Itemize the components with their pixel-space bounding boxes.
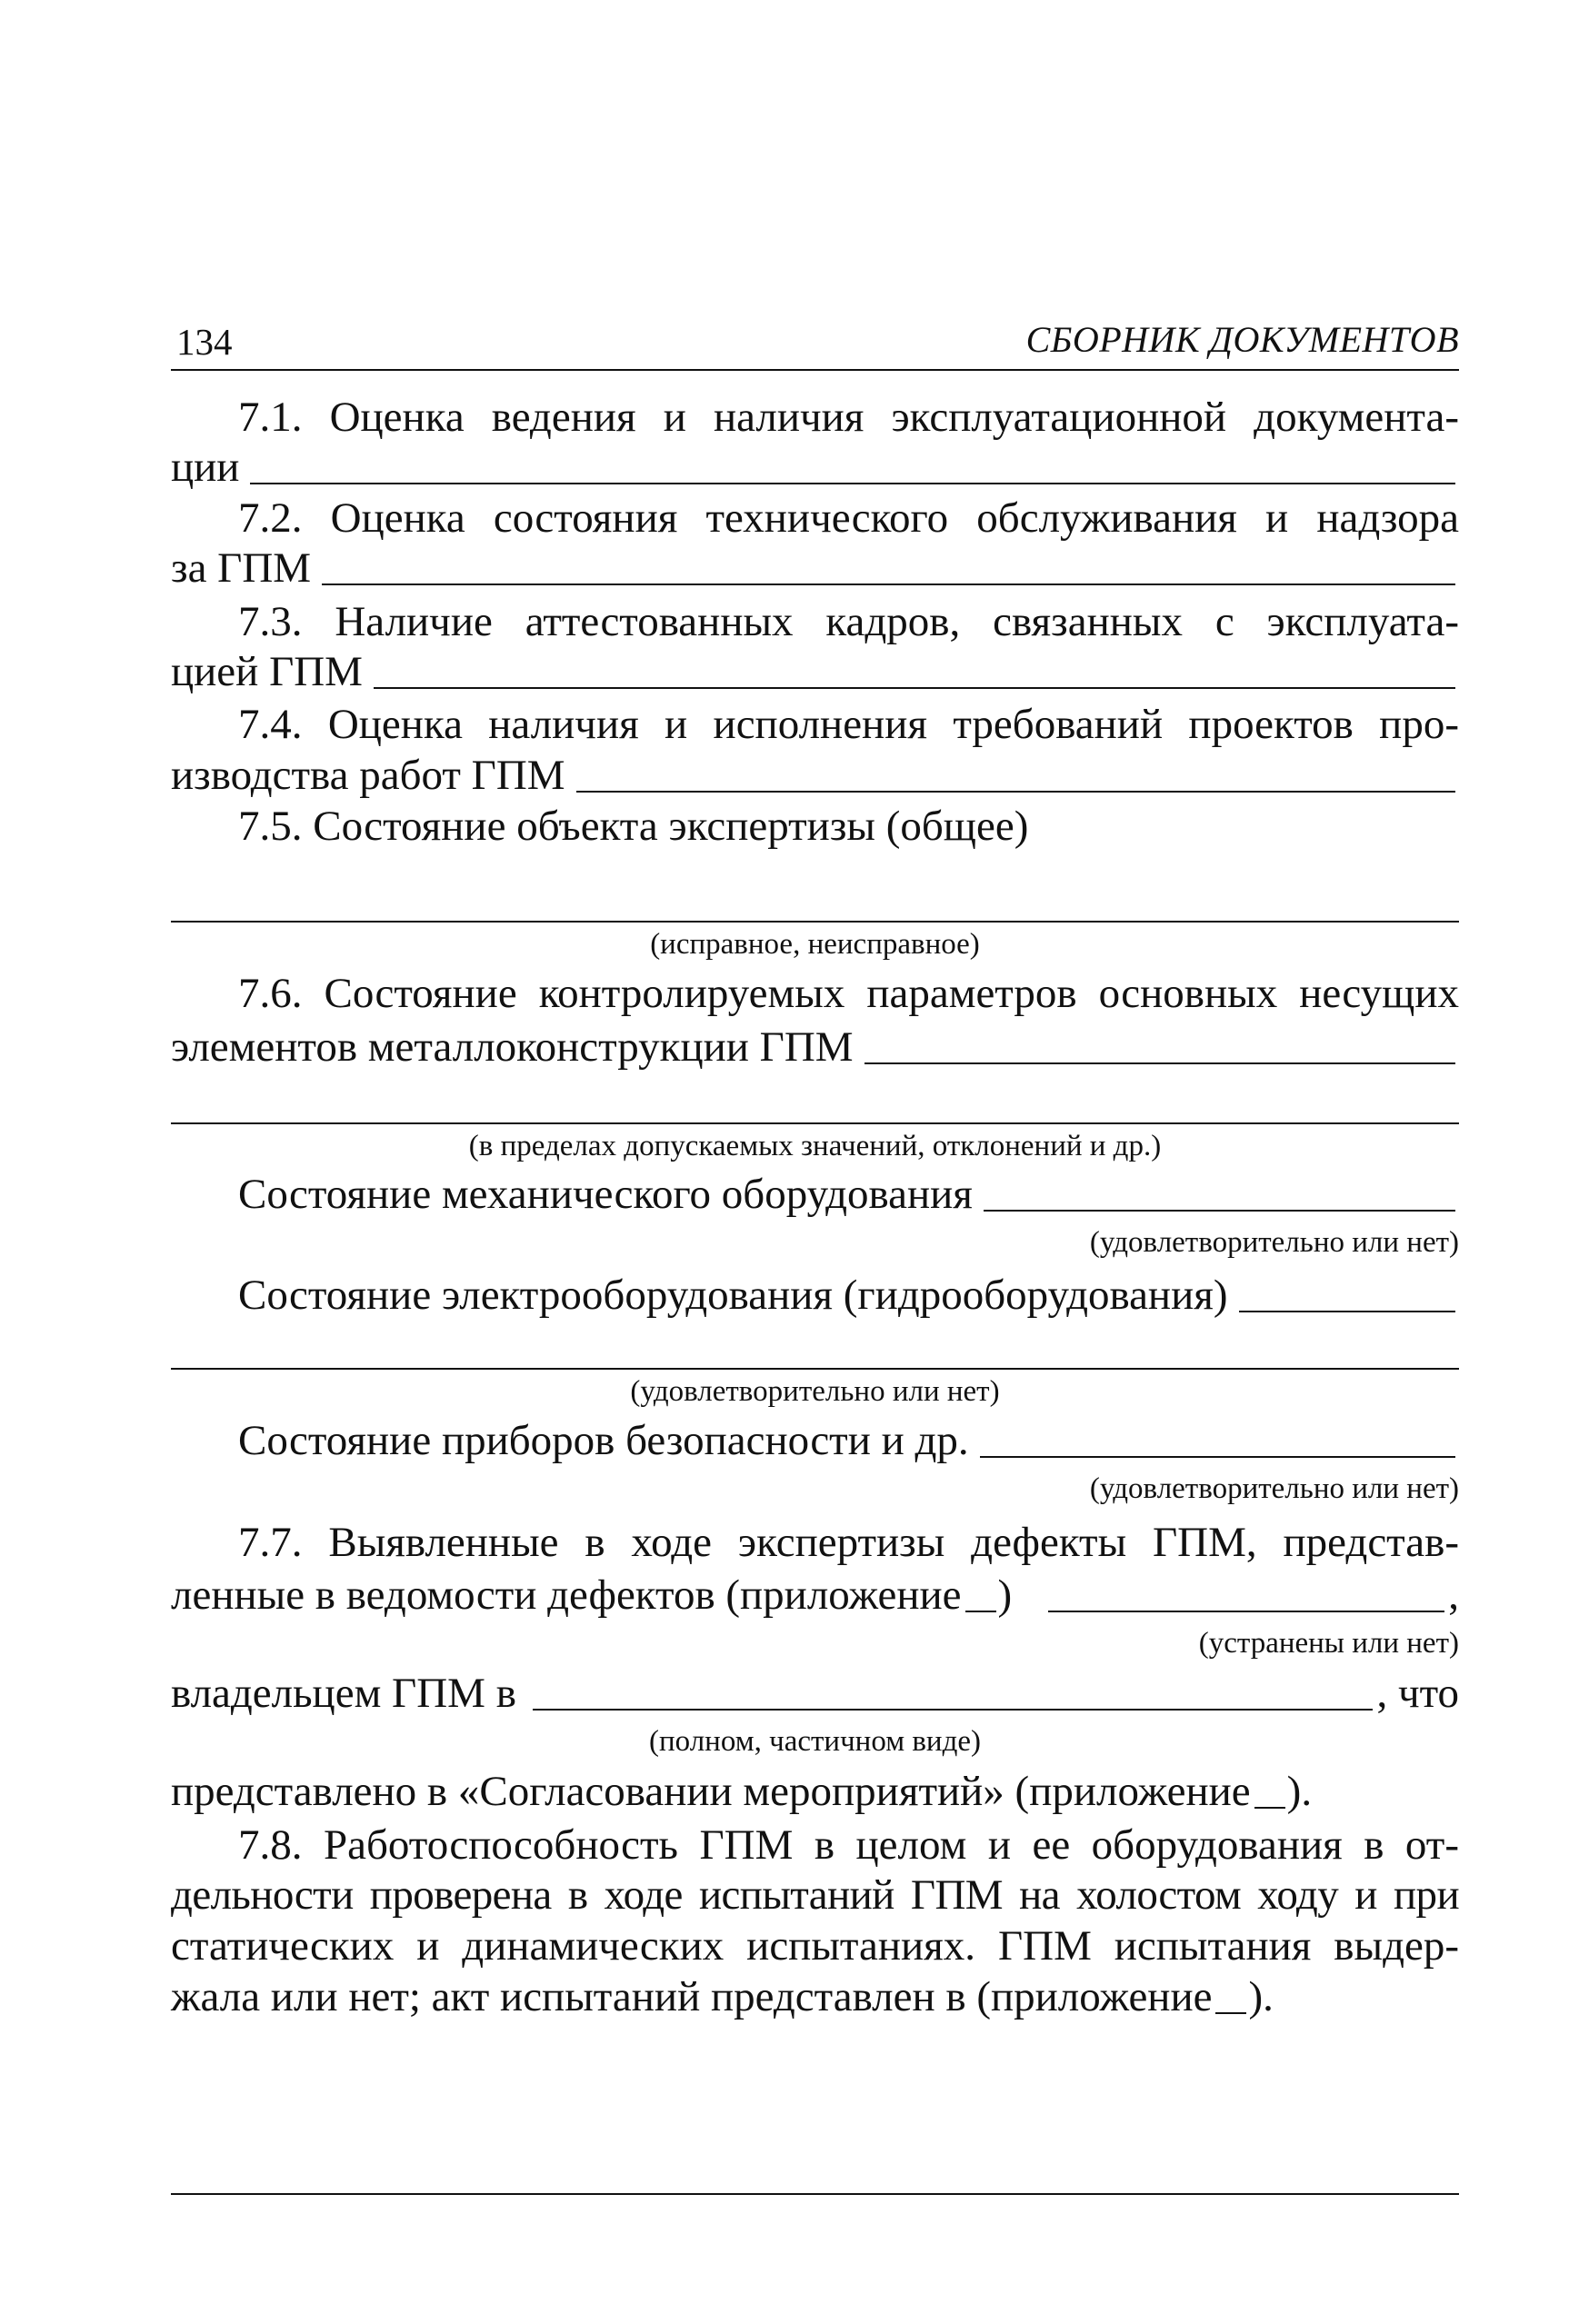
fill-in-blank[interactable] (984, 1210, 1455, 1212)
item-7-1-line-1: 7.1. Оценка ведения и наличия эксплуатационной документа- (238, 394, 1459, 441)
item-7-2-line-1: 7.2. Оценка состояния технического обслуживания и надзора (238, 494, 1459, 542)
item-7-5-line-1: 7.5. Состояние объекта экспертизы (общее) (238, 803, 1029, 850)
fill-in-blank[interactable] (980, 1456, 1455, 1458)
mechanical-equipment-line: Состояние механического оборудования (171, 1170, 1459, 1219)
appendix-number-blank[interactable] (965, 1611, 996, 1612)
item-7-7-caption-2: (полном, частичном виде) (649, 1725, 981, 1758)
safety-devices-line: Состояние приборов безопасности и др. (171, 1416, 1459, 1465)
fill-in-blank[interactable] (171, 1368, 1459, 1370)
mechanical-caption: (удовлетворительно или нет) (1089, 1226, 1459, 1259)
item-7-7-line-2: ленные в ведомости дефектов (приложение ) , (171, 1571, 1459, 1619)
item-7-6-caption: (в пределах допускаемых значений, отклонений и др.) (468, 1130, 1162, 1162)
item-7-7-line-1: 7.7. Выявленные в ходе экспертизы дефекты ГПМ, представ- (238, 1519, 1459, 1566)
item-7-7-line-3: владельцем ГПМ в , что (171, 1670, 1459, 1717)
item-7-7-caption-1: (устранены или нет) (1198, 1627, 1459, 1660)
fill-in-blank[interactable] (171, 1122, 1459, 1124)
appendix-number-blank[interactable] (1215, 2012, 1246, 2014)
fill-in-blank[interactable] (171, 921, 1459, 923)
electrical-equipment-line: Состояние электрооборудования (гидрооборудования) (171, 1271, 1459, 1320)
appendix-number-blank[interactable] (1254, 1807, 1285, 1809)
fill-in-blank[interactable] (322, 583, 1455, 585)
fill-in-blank[interactable] (1048, 1611, 1444, 1612)
fill-in-blank[interactable] (533, 1709, 1374, 1711)
fill-in-blank[interactable] (374, 687, 1455, 689)
item-7-6-line-2: элементов металлоконструкции ГПМ (171, 1022, 1459, 1072)
page-header (171, 316, 1459, 371)
footer-rule (171, 2193, 1459, 2195)
item-7-8-line-1: 7.8. Работоспособность ГПМ в целом и ее оборудования в от- (238, 1821, 1459, 1869)
item-7-7-line-4: представлено в «Согласовании мероприятий» (приложение ). (171, 1768, 1313, 1815)
item-7-1-line-2: ции (171, 443, 1459, 492)
fill-in-blank[interactable] (864, 1062, 1455, 1064)
electrical-caption: (удовлетворительно или нет) (630, 1375, 1000, 1408)
item-7-3-line-2: цией ГПМ (171, 647, 1459, 696)
item-7-2-line-2: за ГПМ (171, 544, 1459, 593)
item-7-4-line-1: 7.4. Оценка наличия и исполнения требований проектов про- (238, 701, 1459, 748)
item-7-3-line-1: 7.3. Наличие аттестованных кадров, связанных с эксплуата- (238, 598, 1459, 645)
safety-caption: (удовлетворительно или нет) (1089, 1472, 1459, 1505)
item-7-5-caption: (исправное, неисправное) (650, 928, 980, 961)
fill-in-blank[interactable] (576, 791, 1455, 793)
running-title: СБОРНИК ДОКУМЕНТОВ (1025, 319, 1459, 360)
page-number: 134 (176, 321, 233, 363)
item-7-6-line-1: 7.6. Состояние контролируемых параметров основных несущих (238, 970, 1459, 1017)
item-7-4-line-2: изводства работ ГПМ (171, 751, 1459, 800)
item-7-8-line-2: дельности проверена в ходе испытаний ГПМ на холостом ходу и при (171, 1871, 1459, 1919)
item-7-8-line-4: жала или нет; акт испытаний представлен в (приложение ). (171, 1973, 1274, 2020)
fill-in-blank[interactable] (1239, 1311, 1455, 1312)
item-7-8-line-3: статических и динамических испытаниях. ГПМ испытания выдер- (171, 1922, 1459, 1970)
fill-in-blank[interactable] (250, 483, 1455, 484)
